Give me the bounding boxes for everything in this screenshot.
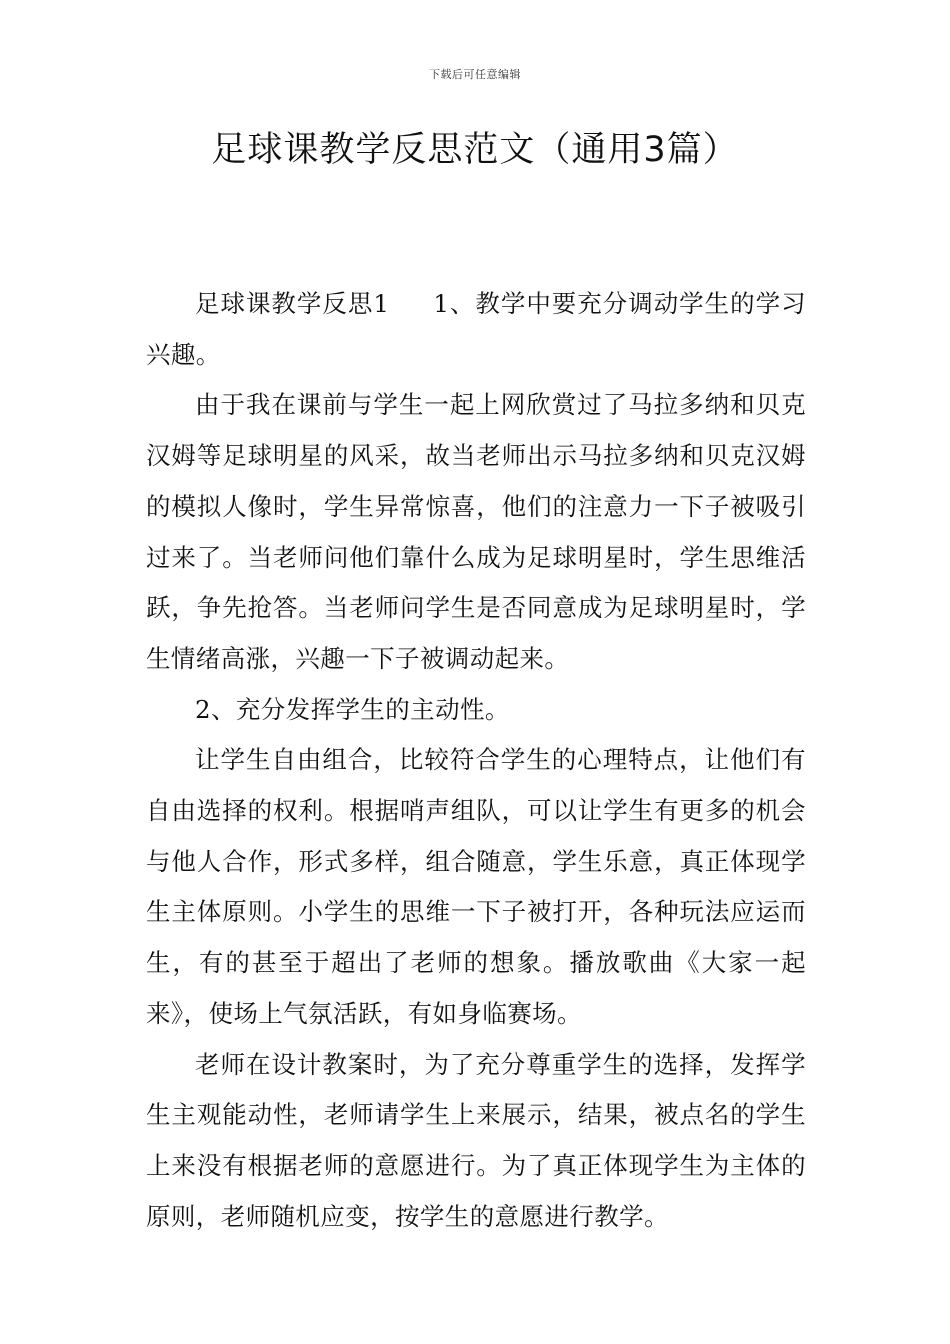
paragraph-5: 老师在设计教案时，为了充分尊重学生的选择，发挥学生主观能动性，老师请学生上来展示，结果，被点名的学生上来没有根据老师的意愿进行。为了真正体现学生为主体的原则，老师随机应变，按学生的意愿进行教学。	[146, 1049, 806, 1231]
paragraph-3: 2、充分发挥学生的主动性。	[195, 694, 510, 724]
paragraph-1	[146, 279, 806, 380]
paragraph-4: 让学生自由组合，比较符合学生的心理特点，让他们有自由选择的权利。根据哨声组队，可以让学生有更多的机会与他人合作，形式多样，组合随意，学生乐意，真正体现学生主体原则。小学生的思维一下子被打开，各种玩法应运而生，有的甚至于超出了老师的想象。播放歌曲《大家一起来》，使场上气氛活跃，有如身临赛场。	[146, 745, 806, 1028]
section-heading: 足球课教学反思1	[195, 289, 390, 318]
paragraph-1-text: 1、教学中要充分调动学生的学习兴趣。	[146, 289, 806, 369]
header-note: 下载后可任意编辑	[429, 68, 521, 81]
paragraph-2: 由于我在课前与学生一起上网欣赏过了马拉多纳和贝克汉姆等足球明星的风采，故当老师出示马拉多纳和贝克汉姆的模拟人像时，学生异常惊喜，他们的注意力一下子被吸引过来了。当老师问他们靠什么成为足球明星时，学生思维活跃，争先抢答。当老师问学生是否同意成为足球明星时，学生情绪高涨，兴趣一下子被调动起来。	[146, 390, 806, 673]
document-body	[146, 279, 806, 1242]
document-title: 足球课教学反思范文（通用3篇）	[211, 130, 739, 170]
